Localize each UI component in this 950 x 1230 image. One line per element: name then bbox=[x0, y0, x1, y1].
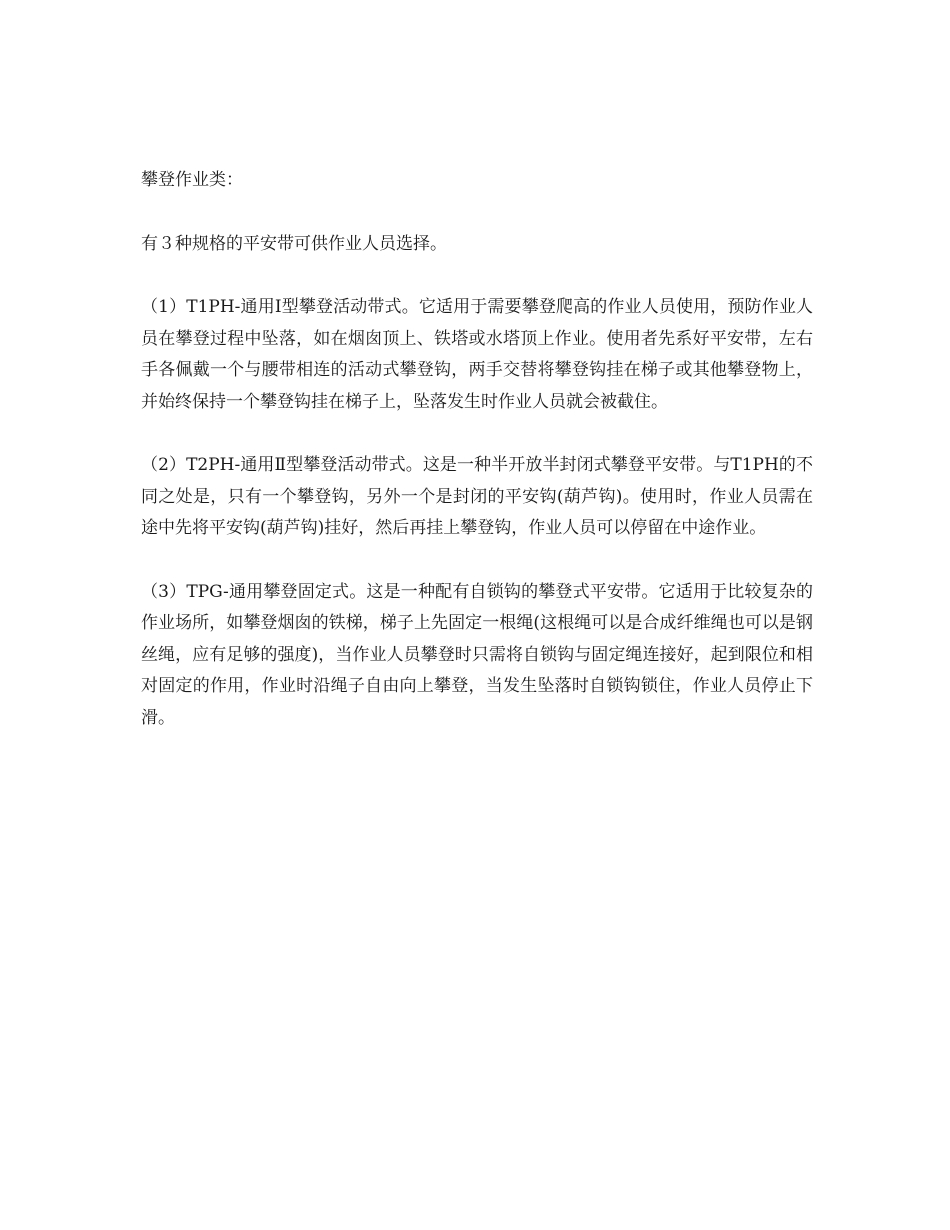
paragraph-t2ph: （2）T2PH-通用Ⅱ型攀登活动带式。这是一种半开放半封闭式攀登平安带。与T1PH的不同之处是，只有一个攀登钩，另外一个是封闭的平安钩(葫芦钩)。使用时，作业人员需在途中先将平安钩(葫芦钩)挂好，然后再挂上攀登钩，作业人员可以停留在中途作业。 bbox=[141, 455, 813, 538]
paragraph-tpg: （3）TPG-通用攀登固定式。这是一种配有自锁钩的攀登式平安带。它适用于比较复杂的作业场所，如攀登烟囱的铁梯，梯子上先固定一根绳(这根绳可以是合成纤维绳也可以是钢丝绳，应有足够的强度)，当作业人员攀登时只需将自锁钩与固定绳连接好，起到限位和相对固定的作用，作业时沿绳子自由向上攀登，当发生坠落时自锁钩锁住，作业人员停止下滑。 bbox=[141, 581, 813, 728]
paragraph-t1ph: （1）T1PH-通用Ⅰ型攀登活动带式。它适用于需要攀登爬高的作业人员使用，预防作业人员在攀登过程中坠落，如在烟囱顶上、铁塔或水塔顶上作业。使用者先系好平安带，左右手各佩戴一个与腰带相连的活动式攀登钩，两手交替将攀登钩挂在梯子或其他攀登物上，并始终保持一个攀登钩挂在梯子上，坠落发生时作业人员就会被截住。 bbox=[141, 297, 813, 412]
document-body bbox=[141, 165, 813, 766]
intro-paragraph: 有３种规格的平安带可供作业人员选择。 bbox=[141, 233, 447, 254]
section-heading: 攀登作业类： bbox=[141, 170, 243, 190]
